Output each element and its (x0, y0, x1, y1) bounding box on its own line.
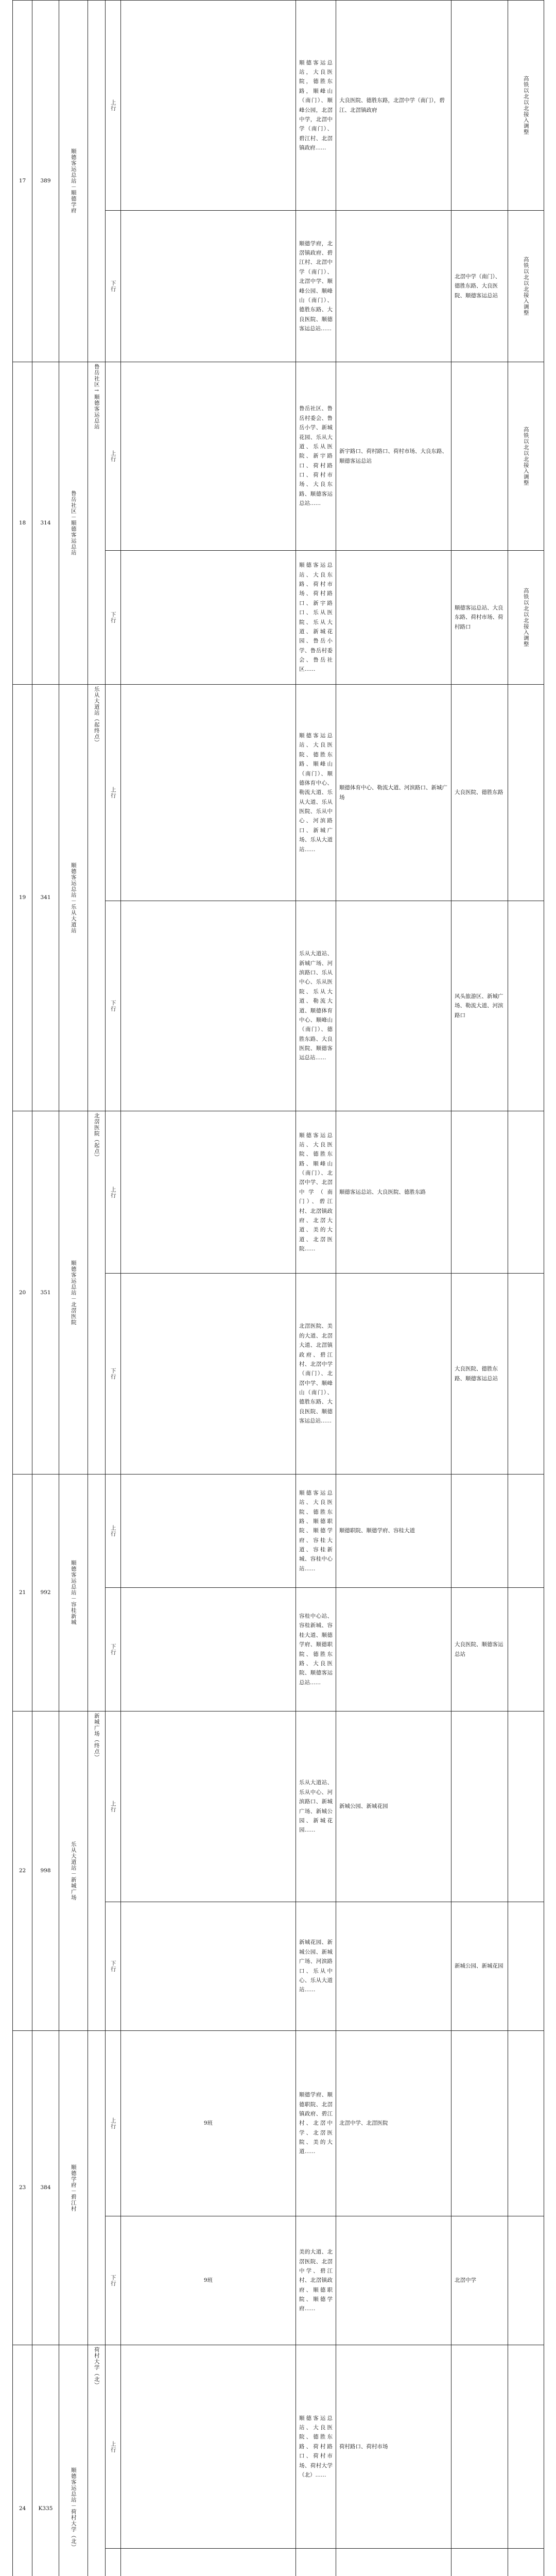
direction-cell (106, 2549, 121, 2576)
row-index: 22 (13, 1711, 32, 2031)
note-cell: 高铁以北以北接入调整 (508, 551, 544, 685)
stops-cell: 顺德客运总站、大良医院、德胜东路、荷村路口、荷村市场、荷村大学（北）…… (296, 2345, 336, 2549)
route-terminal: 顺德学府－碧江村 (59, 2031, 88, 2345)
added-stops-cell: 新城公园、新城花园 (336, 1711, 451, 1902)
removed-stops-cell: 风头旅游区、新城广场、勒流大道、河滨路口 (451, 901, 508, 1111)
route-row (13, 1, 544, 211)
row-index: 18 (13, 362, 32, 685)
added-stops-cell (336, 901, 451, 1111)
route-terminal: 顺德客运总站－北滘医院 (59, 1111, 88, 1475)
route-table (12, 0, 544, 2576)
note-cell (508, 1902, 544, 2031)
direction-cell: 下行 (106, 901, 121, 1111)
note-cell (508, 2031, 544, 2216)
terminal-alt: 鲁岳社区→顺德客运总站 (88, 362, 106, 685)
note-cell (508, 1475, 544, 1588)
route-row (13, 2031, 544, 2216)
added-stops-cell (336, 2216, 451, 2345)
trips-cell (121, 685, 296, 901)
note-cell (508, 1111, 544, 1274)
route-number: 351 (32, 1111, 59, 1475)
row-index: 21 (13, 1475, 32, 1711)
trips-cell (121, 1111, 296, 1274)
route-row (13, 1111, 544, 1274)
route-terminal: 乐从大道站－新城广场 (59, 1711, 88, 2031)
added-stops-cell (336, 211, 451, 362)
terminal-alt: 北滘医院（起点） (88, 1111, 106, 1475)
direction-cell: 上行 (106, 685, 121, 901)
note-cell: 高铁以北以北接入调整 (508, 211, 544, 362)
note-cell (508, 2345, 544, 2549)
removed-stops-cell (451, 1711, 508, 1902)
row-index: 23 (13, 2031, 32, 2345)
direction-cell: 上行 (106, 2345, 121, 2549)
trips-cell (121, 1274, 296, 1475)
added-stops-cell: 顺德客运总站、大良医院、德胜东路 (336, 1111, 451, 1274)
note-cell (508, 901, 544, 1111)
removed-stops-cell (451, 1, 508, 211)
route-terminal: 鲁岳社区－顺德客运总站 (59, 362, 88, 685)
removed-stops-cell: 大良医院、德胜东路 (451, 685, 508, 901)
trips-cell (121, 1711, 296, 1902)
added-stops-cell (336, 2549, 451, 2576)
trips-cell (121, 2345, 296, 2549)
route-terminal: 顺德客运总站－荷村大学（北） (59, 2345, 88, 2576)
route-terminal: 顺德客运总站－容桂新城 (59, 1475, 88, 1711)
added-stops-cell: 顺德职院、顺德学府、容桂大道 (336, 1475, 451, 1588)
direction-cell: 下行 (106, 211, 121, 362)
trips-cell: 9班 (121, 2031, 296, 2216)
trips-cell: 9班 (121, 2216, 296, 2345)
terminal-alt: 乐从大道站（起终点） (88, 685, 106, 1111)
added-stops-cell: 荷村路口、荷村市场 (336, 2345, 451, 2549)
stops-cell (296, 2549, 336, 2576)
note-cell (508, 685, 544, 901)
added-stops-cell (336, 1902, 451, 2031)
trips-cell (121, 1588, 296, 1711)
note-cell (508, 2216, 544, 2345)
removed-stops-cell (451, 362, 508, 551)
added-stops-cell (336, 1274, 451, 1475)
direction-cell: 上行 (106, 1, 121, 211)
direction-cell: 上行 (106, 1111, 121, 1274)
added-stops-cell: 北滘中学、北滘医院 (336, 2031, 451, 2216)
note-cell (508, 1711, 544, 1902)
stops-cell: 顺德客运总站、大良医院、德胜东路、顺德职院、顺德学府、容桂大道、容桂新城、容桂中心站…… (296, 1475, 336, 1588)
route-number: 389 (32, 1, 59, 362)
route-row (13, 685, 544, 901)
removed-stops-cell: 大良医院、顺德客运总站 (451, 1588, 508, 1711)
stops-cell: 新城花园、新城公园、新城广场、河滨路口、乐从中心、乐从大道站…… (296, 1902, 336, 2031)
direction-cell: 上行 (106, 1711, 121, 1902)
trips-cell (121, 551, 296, 685)
direction-cell: 下行 (106, 551, 121, 685)
stops-cell: 顺德学府、顺德职院、北滘镇政府、碧江村、北滘中学、北滘医院、美的大道…… (296, 2031, 336, 2216)
row-index: 19 (13, 685, 32, 1111)
removed-stops-cell: 北滘中学（南门）、德胜东路、大良医院、顺德客运总站 (451, 211, 508, 362)
direction-cell: 下行 (106, 1274, 121, 1475)
direction-cell: 下行 (106, 1588, 121, 1711)
terminal-alt (88, 1475, 106, 1711)
route-row (13, 1711, 544, 1902)
note-cell (508, 1274, 544, 1475)
added-stops-cell (336, 1588, 451, 1711)
route-row (13, 362, 544, 551)
stops-cell: 鲁岳社区、鲁岳村委会、鲁岳小学、新城花园、乐从大道、乐从医院、新宇路口、荷村路口、荷村市场、大良东路、顺德客运总站…… (296, 362, 336, 551)
removed-stops-cell (451, 1111, 508, 1274)
removed-stops-cell (451, 1475, 508, 1588)
route-number: 314 (32, 362, 59, 685)
stops-cell: 乐从大道站、乐从中心、河滨路口、新城广场、新城公园、新城花园…… (296, 1711, 336, 1902)
added-stops-cell: 新宇路口、荷村路口、荷村市场、大良东路、顺德客运总站 (336, 362, 451, 551)
direction-cell: 上行 (106, 2031, 121, 2216)
route-row (13, 1475, 544, 1588)
route-terminal: 顺德客运总站－顺德学府 (59, 1, 88, 362)
trips-cell (121, 2549, 296, 2576)
trips-cell (121, 362, 296, 551)
route-row (13, 2345, 544, 2549)
stops-cell: 容桂中心站、容桂新城、容桂大道、顺德学府、顺德职院、德胜东路、大良医院、顺德客运总站…… (296, 1588, 336, 1711)
terminal-alt: 荷村大学（北） (88, 2345, 106, 2576)
note-cell (508, 1588, 544, 1711)
trips-cell (121, 1902, 296, 2031)
row-index: 17 (13, 1, 32, 362)
route-number: 992 (32, 1475, 59, 1711)
route-number: 341 (32, 685, 59, 1111)
stops-cell: 顺德学府，北滘镇政府、碧江村、北滘中学（南门）、北滘中学、顺峰公园、顺峰山（南门）、德胜东路、大良医院、顺德客运总站…… (296, 211, 336, 362)
route-rows (13, 1, 544, 2576)
removed-stops-cell: 顺德客运总站、大良东路、荷村市场、荷村路口 (451, 551, 508, 685)
removed-stops-cell (451, 2031, 508, 2216)
terminal-alt: 新城广场（终点） (88, 1711, 106, 2031)
removed-stops-cell: 新城公园、新城花园 (451, 1902, 508, 2031)
note-cell (508, 2549, 544, 2576)
route-number: 998 (32, 1711, 59, 2031)
trips-cell (121, 1, 296, 211)
added-stops-cell: 大良医院、德胜东路，北滘中学（南门），碧江、北滘镇政府 (336, 1, 451, 211)
removed-stops-cell (451, 2345, 508, 2549)
removed-stops-cell: 大良医院、德胜东路、顺德客运总站 (451, 1274, 508, 1475)
note-cell: 高铁以北以北接入调整 (508, 1, 544, 211)
trips-cell (121, 1475, 296, 1588)
removed-stops-cell: 北滘中学 (451, 2216, 508, 2345)
direction-cell: 上行 (106, 1475, 121, 1588)
direction-cell: 下行 (106, 1902, 121, 2031)
stops-cell: 顺德客运总站、大良东路、荷村市场、荷村路口、新宇路口、乐从医院、乐从大道、新城花园、鲁岳小学、鲁岳村委会、鲁岳社区…… (296, 551, 336, 685)
route-number: 384 (32, 2031, 59, 2345)
trips-cell (121, 901, 296, 1111)
direction-cell: 上行 (106, 362, 121, 551)
terminal-alt (88, 2031, 106, 2345)
direction-cell: 下行 (106, 2216, 121, 2345)
note-cell: 高铁以北以北接入调整 (508, 362, 544, 551)
stops-cell: 顺德客运总站、大良医院、德胜东路、顺峰山（南门）、顺德体育中心、勒流大道、乐从大道、乐从医院、乐从中心、河滨路口、新城广场、乐从大道站…… (296, 685, 336, 901)
added-stops-cell (336, 551, 451, 685)
route-number: K335 (32, 2345, 59, 2576)
row-index: 24 (13, 2345, 32, 2576)
stops-cell: 顺德客运总站，大良医院，德胜东路，顺峰山（南门）、顺峰公园，北滘中学，北滘中学（南门）、碧江村、北滘镇政府…… (296, 1, 336, 211)
stops-cell: 乐从大道站、新城广场、河滨路口、乐从中心、乐从医院、乐从大道、勒流大道、顺德体育中心、顺峰山（南门）、德胜东路、大良医院、顺德客运总站…… (296, 901, 336, 1111)
trips-cell (121, 211, 296, 362)
added-stops-cell: 顺德体育中心、勒流大道、河滨路口、新城广场 (336, 685, 451, 901)
row-index: 20 (13, 1111, 32, 1475)
terminal-alt (88, 1, 106, 362)
stops-cell: 北滘医院、美的大道、北滘大道、北滘镇政府、碧江村、北滘中学（南门）、北滘中学、顺峰山（南门）、德胜东路、大良医院、顺德客运总站…… (296, 1274, 336, 1475)
route-terminal: 顺德客运总站－乐从大道站 (59, 685, 88, 1111)
stops-cell: 美的大道、北滘医院、北滘中学、碧江村、北滘镇政府、顺德职院、顺德学府…… (296, 2216, 336, 2345)
stops-cell: 顺德客运总站、大良医院、德胜东路、顺峰山（南门）、北滘中学、北滘中学（南门）、碧江村、北滘镇政府、北滘大道、美的大道、北滘医院…… (296, 1111, 336, 1274)
removed-stops-cell (451, 2549, 508, 2576)
